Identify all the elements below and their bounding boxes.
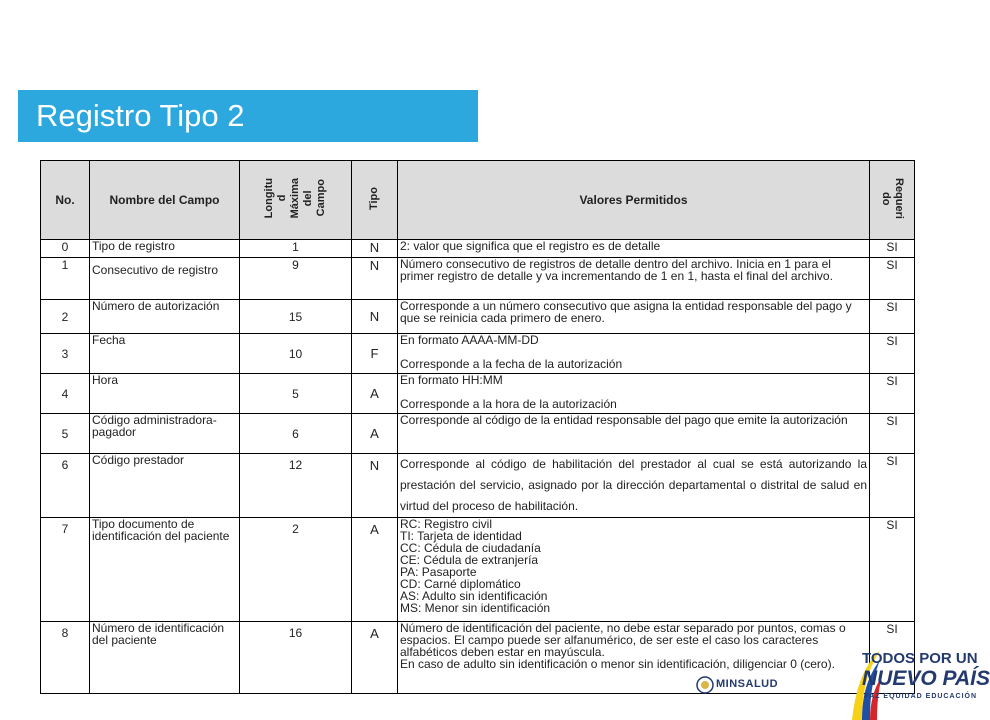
row-required: SI [870,240,915,258]
page-title: Registro Tipo 2 [36,98,245,133]
row-values: Corresponde a un número consecutivo que asigna la entidad responsable del pago y que se reinicia cada primero de enero. [398,300,870,334]
row-no: 5 [41,414,90,454]
row-type: N [352,258,398,300]
row-type: A [352,414,398,454]
table-row [41,518,915,622]
row-no: 8 [41,622,90,694]
row-no: 4 [41,374,90,414]
row-type: N [352,300,398,334]
header-type [352,161,398,240]
row-name: Número de autorización [90,300,240,334]
header-no: No. [41,161,90,240]
row-no: 6 [41,454,90,518]
row-name: Código prestador [90,454,240,518]
slogan-line-2: NUEVO PAÍS [862,667,990,690]
row-required: SI [870,334,915,374]
header-required-label: Requeri do [880,178,905,219]
row-values: Corresponde al código de la entidad responsable del pago que emite la autorización [398,414,870,454]
table-header-row [41,161,915,240]
row-name: Número de identificación del paciente [90,622,240,694]
row-required: SI [870,258,915,300]
row-required: SI [870,300,915,334]
row-name: Hora [90,374,240,414]
row-required: SI [870,374,915,414]
row-length: 9 [240,258,352,300]
slogan-line-1: TODOS POR UN [862,650,978,667]
row-no: 0 [41,240,90,258]
header-length [240,161,352,240]
row-required: SI [870,454,915,518]
row-length: 12 [240,454,352,518]
row-name: Código administradora-pagador [90,414,240,454]
row-type: A [352,374,398,414]
field-spec-table [40,160,915,694]
row-values: Número de identificación del paciente, no debe estar separado por puntos, comas o espacios. El campo puede ser alfanumérico, de ser este el caso los caracteres alfabéticos deben estar en mayúscula. En caso de adulto sin identificación o menor sin identificación, diligenciar 0 (cero). [398,622,870,694]
row-required: SI [870,622,915,694]
row-length: 10 [240,334,352,374]
header-name: Nombre del Campo [90,161,240,240]
row-name: Tipo documento de identificación del paciente [90,518,240,622]
row-type: N [352,240,398,258]
row-values: En formato HH:MM Corresponde a la hora de la autorización [398,374,870,414]
header-required [870,161,915,240]
row-values: 2: valor que significa que el registro es de detalle [398,240,870,258]
header-length-label: Longitu d Máxima del Campo [263,178,327,219]
table-row [41,454,915,518]
row-values: En formato AAAA-MM-DD Corresponde a la fecha de la autorización [398,334,870,374]
row-length: 5 [240,374,352,414]
table-row [41,258,915,300]
row-length: 1 [240,240,352,258]
row-type: F [352,334,398,374]
header-type-label: Tipo [368,186,380,210]
row-no: 3 [41,334,90,374]
row-length: 6 [240,414,352,454]
header-values: Valores Permitidos [398,161,870,240]
row-no: 2 [41,300,90,334]
row-required: SI [870,518,915,622]
row-length: 2 [240,518,352,622]
table-row [41,300,915,334]
table-row [41,240,915,258]
row-name: Consecutivo de registro [90,258,240,300]
table-row [41,414,915,454]
row-values: Número consecutivo de registros de detalle dentro del archivo. Inicia en 1 para el primer registro de detalle y va incrementando de 1 en 1, hasta el final del archivo. [398,258,870,300]
slogan-line-3: PAZ EQUIDAD EDUCACIÓN [864,693,978,700]
row-no: 7 [41,518,90,622]
row-no: 1 [41,258,90,300]
row-values: RC: Registro civil TI: Tarjeta de identidad CC: Cédula de ciudadanía CE: Cédula de extranjería PA: Pasaporte CD: Carné diplomático AS: Adulto sin identificación MS: Menor sin identificación [398,518,870,622]
row-values: Corresponde al código de habilitación del prestador al cual se está autorizando la prestación del servicio, asignado por la dirección departamental o distrital de salud en virtud del proceso de habilitación. [398,454,870,518]
minsalud-label: MINSALUD [716,678,779,690]
row-type: A [352,622,398,694]
table-row [41,374,915,414]
row-type: N [352,454,398,518]
row-type: A [352,518,398,622]
table-row [41,334,915,374]
row-name: Fecha [90,334,240,374]
row-required: SI [870,414,915,454]
row-name: Tipo de registro [90,240,240,258]
row-length: 16 [240,622,352,694]
row-length: 15 [240,300,352,334]
